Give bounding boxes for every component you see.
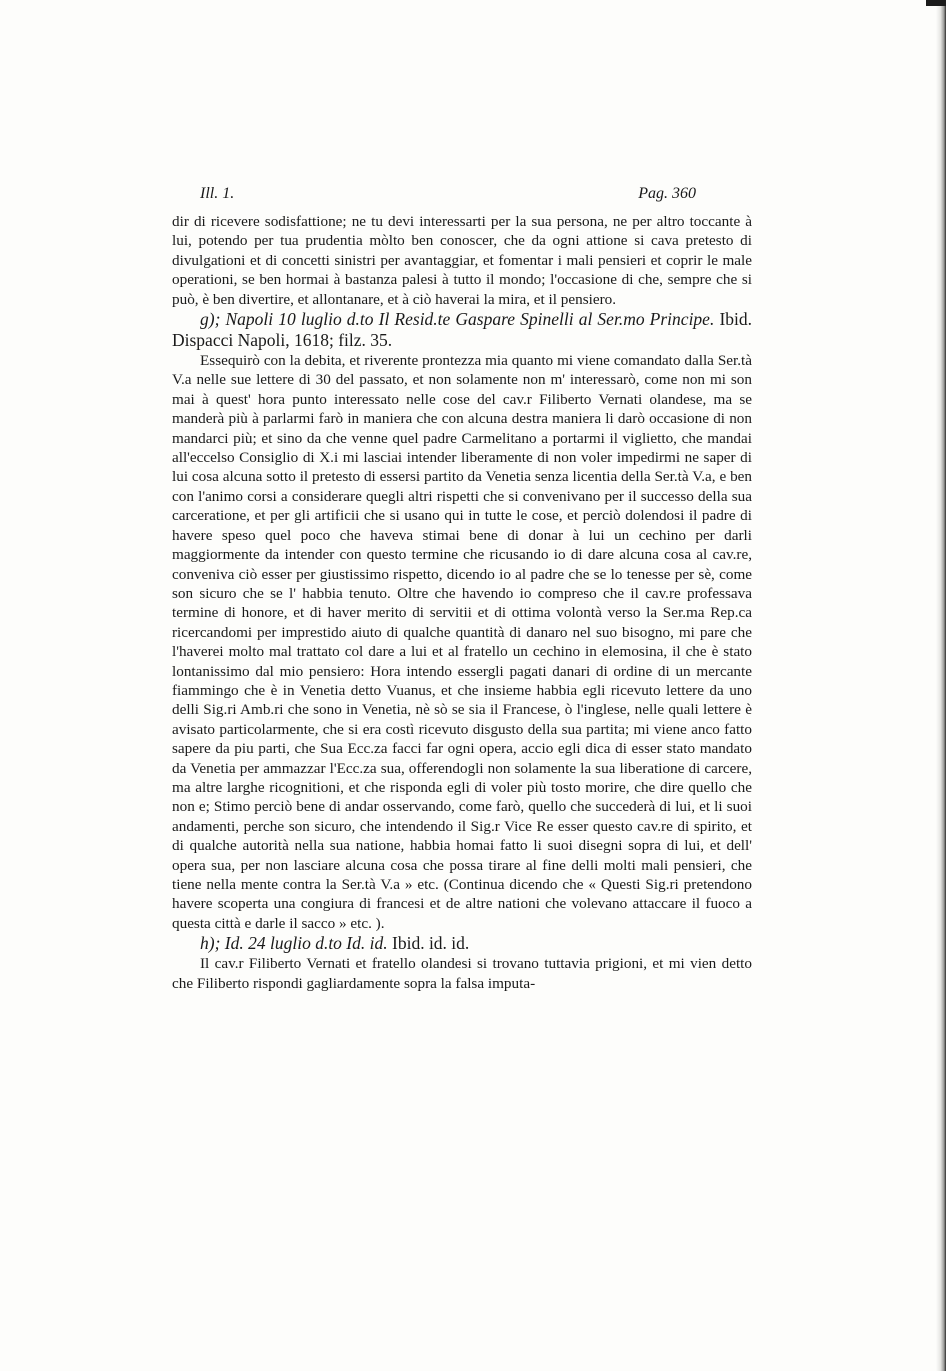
paragraph-continuation: dir di ricevere sodisfattione; ne tu devi interessarti per la sua persona, ne per altro toccante à lui, potendo per tua prudentia mòlto ben conoscer, che da ogni attione si cava pretesto di divulgationi et di concetti sinistri per avantaggiar, et fomentar i mali pensieri et coprir le male operationi, se ben hormai à bastanza palesi à tutto il mondo; l'occasione di che, sempre che si può, è ben divertire, et allontanare, et à ciò haverai la mira, et il pensiero. [172,213,752,308]
entry-heading-g-italic: g); Napoli 10 luglio d.to Il Resid.te Gaspare Spinelli al Ser.mo Principe. [200,309,715,330]
entry-heading-h-italic: h); Id. 24 luglio d.to Id. id. [200,933,388,954]
entry-heading-g-source: Ibid. Dispacci Napoli, 1618; filz. 35. [172,309,753,351]
scan-page-edge [936,0,946,1371]
page-body [172,212,752,993]
section-number: Ill. 1. [200,185,235,202]
entry-heading-h-source: Ibid. id. id. [392,933,470,954]
running-head [200,185,696,207]
scan-edge-mark [926,0,946,6]
entry-heading-h [172,933,752,954]
entry-body-g: Essequirò con la debita, et riverente prontezza mia quanto mi viene comandato dalla Ser.tà V.a nelle sue lettere di 30 del passato, et non solamente non m' interessarò, come non mi son mai à quest' hora punto interessato nelle cose del cav.r Filiberto Vernati olandese, ma se manderà più à parlarmi farò in maniera che con alcuna destra maniera li darò occasione di non mandarci più; et sino da che venne quel padre Carmelitano a portarmi il viglietto, che mandai all'eccelso Consiglio di X.i mi lasciai intender liberamente di non voler impedirmi ne saper di lui cosa alcuna sotto il pretesto di essersi partito da Venetia senza licentia della Ser.tà V.a, e ben con l'animo corsi a considerare quegli altri rispetti che si convenivano per il successo della sua carceratione, et per gli artificii che si usano qui in tutte le cose, et perciò dolendosi il padre di havere speso quel poco che haveva stimai bene di donar à lui un cechino per darli maggiormente da intender con questo termine che ricusando io di dare alcuna cosa al cav.re, conveniva ciò esser per giustissimo rispetto, dicendo io al padre che se lo tenesse per sè, come son sicuro che se l' habbia tenuto. Oltre che havendo io compreso che il cav.re professava termine di honore, et di haver merito di servitii et di ottima volontà verso la Ser.ma Rep.ca ricercandomi per imprestido aiuto di qualche quantità di danaro nel suo bisogno, mi pare che l'haverei molto mal trattato col dare a lui et al fratello un cechino in elemosina, il che è stato lontanissimo dal mio pensiero: Hora intendo essergli pagati danari di ordine di un mercante fiammingo che è in Venetia detto Vuanus, et che insieme habbia egli ricevuto lettere da uno delli Sig.ri Amb.ri che sono in Venetia, nè sò se sia il Francese, ò l'inglese, nelle quali lettere è avisato particolarmente, che si era costì ricevuto disgusto della sua partita; mi viene anco fatto sapere da piu parti, che Sua Ecc.za facci far ogni opera, accio egli dica di esser stato mandato da Venetia per ammazzar l'Ecc.za sua, offerendogli non solamente la sua liberatione di carcere, ma altre larghe ricognitioni, et che risponda egli di voler più tosto morire, che dire quello che non e; Stimo perciò bene di andar osservando, come farò, quello che succederà di lui, et li suoi andamenti, perche son sicuro, che intendendo il Sig.r Vice Re esser questo cav.re di spirito, et di qualche autorità nella sua natione, habbia homai fatto li suoi disegni sopra di lui, et dell' opera sua, per non lasciare alcuna cosa che possa tirare al fine delli molti mali pensieri, che tiene nella mente contra la Ser.tà V.a » etc. (Continua dicendo che « Questi Sig.ri pretendono havere scoperta una congiura di francesi et de altre nationi che volevano attaccare il fuoco a questa città e darle il sacco » etc. ). [172,352,752,932]
entry-body-h: Il cav.r Filiberto Vernati et fratello olandesi si trovano tuttavia prigioni, et mi vien detto che Filiberto rispondi gagliardamente sopra la falsa imputa- [172,955,752,992]
entry-heading-g [172,309,752,351]
page-number: Pag. 360 [638,185,696,202]
